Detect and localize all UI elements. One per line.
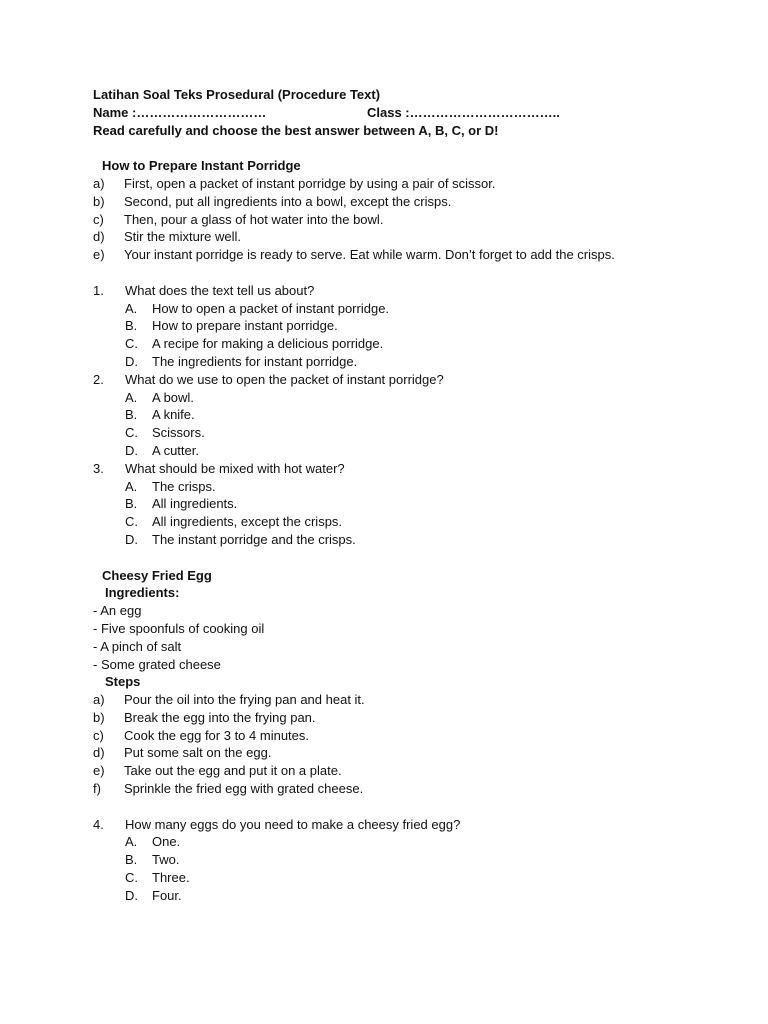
document-title: Latihan Soal Teks Prosedural (Procedure Text) xyxy=(93,87,381,102)
question-item xyxy=(93,460,733,478)
answer-option xyxy=(93,869,733,887)
ingredient-item: - Five spoonfuls of cooking oil xyxy=(93,620,265,636)
section-title-egg: Cheesy Fried Egg xyxy=(102,567,212,583)
step-marker: a) xyxy=(93,692,105,708)
question-number: 2. xyxy=(93,371,104,387)
answer-option xyxy=(93,513,733,531)
option-letter: D. xyxy=(125,353,138,369)
step-text: Second, put all ingredients into a bowl, except the crisps. xyxy=(124,193,452,209)
option-letter: B. xyxy=(125,852,138,868)
option-letter: A. xyxy=(125,300,138,316)
option-letter: D. xyxy=(125,442,138,458)
instruction: Read carefully and choose the best answer between A, B, C, or D! xyxy=(93,122,499,138)
option-text: The crisps. xyxy=(152,478,216,494)
step-text: Sprinkle the fried egg with grated cheese. xyxy=(124,781,364,797)
question-list-1 xyxy=(93,282,733,549)
step-item xyxy=(93,780,733,798)
step-text: Break the egg into the frying pan. xyxy=(124,709,316,725)
option-letter: D. xyxy=(125,887,138,903)
option-letter: A. xyxy=(125,478,138,494)
answer-option xyxy=(93,317,733,335)
answer-option xyxy=(93,424,733,442)
answer-option xyxy=(93,887,733,905)
question-list-2 xyxy=(93,816,733,905)
step-text: Put some salt on the egg. xyxy=(124,745,272,761)
porridge-steps xyxy=(93,175,733,264)
answer-option xyxy=(93,300,733,318)
option-letter: B. xyxy=(125,318,138,334)
name-field: Name :………………………… xyxy=(93,104,267,120)
step-item xyxy=(93,744,733,762)
steps-heading: Steps xyxy=(105,674,141,690)
step-marker: e) xyxy=(93,247,105,263)
answer-option xyxy=(93,851,733,869)
question-item xyxy=(93,371,733,389)
answer-option xyxy=(93,406,733,424)
option-text: How to prepare instant porridge. xyxy=(152,318,338,334)
answer-option xyxy=(93,335,733,353)
option-letter: C. xyxy=(125,514,138,530)
ingredient-item: - Some grated cheese xyxy=(93,656,221,672)
option-letter: B. xyxy=(125,407,138,423)
option-text: The instant porridge and the crisps. xyxy=(152,531,356,547)
class-field: Class :…………………………….. xyxy=(367,104,560,120)
question-text: What do we use to open the packet of instant porridge? xyxy=(125,371,444,387)
ingredient-item: - A pinch of salt xyxy=(93,638,182,654)
option-text: A cutter. xyxy=(152,442,199,458)
option-letter: C. xyxy=(125,425,138,441)
spacer xyxy=(93,798,733,816)
question-text: What does the text tell us about? xyxy=(125,282,315,298)
option-text: A knife. xyxy=(152,407,195,423)
step-marker: b) xyxy=(93,709,105,725)
option-letter: D. xyxy=(125,531,138,547)
option-letter: A. xyxy=(125,389,138,405)
step-marker: a) xyxy=(93,175,105,191)
option-text: How to open a packet of instant porridge. xyxy=(152,300,390,316)
step-item xyxy=(93,762,733,780)
option-text: One. xyxy=(152,834,181,850)
answer-option xyxy=(93,833,733,851)
option-text: Scissors. xyxy=(152,425,205,441)
ingredient-item: - An egg xyxy=(93,603,142,619)
step-item xyxy=(93,228,733,246)
step-marker: d) xyxy=(93,229,105,245)
answer-option xyxy=(93,495,733,513)
option-letter: A. xyxy=(125,834,138,850)
option-letter: C. xyxy=(125,336,138,352)
spacer xyxy=(93,139,733,157)
answer-option xyxy=(93,531,733,549)
section-title-porridge: How to Prepare Instant Porridge xyxy=(102,158,301,174)
spacer xyxy=(93,549,733,567)
step-text: Take out the egg and put it on a plate. xyxy=(124,763,342,779)
step-text: Then, pour a glass of hot water into the bowl. xyxy=(124,211,384,227)
question-number: 1. xyxy=(93,282,104,298)
step-text: Pour the oil into the frying pan and heat it. xyxy=(124,692,365,708)
step-item xyxy=(93,175,733,193)
ingredient-list xyxy=(93,602,733,673)
answer-option xyxy=(93,389,733,407)
option-letter: B. xyxy=(125,496,138,512)
step-text: Cook the egg for 3 to 4 minutes. xyxy=(124,727,309,743)
ingredients-heading: Ingredients: xyxy=(105,585,180,601)
answer-option xyxy=(93,353,733,371)
answer-option xyxy=(93,442,733,460)
answer-option xyxy=(93,478,733,496)
option-text: The ingredients for instant porridge. xyxy=(152,353,358,369)
step-item xyxy=(93,691,733,709)
option-text: Two. xyxy=(152,852,180,868)
step-item xyxy=(93,727,733,745)
step-text: First, open a packet of instant porridge by using a pair of scissor. xyxy=(124,175,496,191)
spacer xyxy=(93,264,733,282)
option-text: A recipe for making a delicious porridge. xyxy=(152,336,384,352)
step-item xyxy=(93,709,733,727)
step-marker: e) xyxy=(93,763,105,779)
question-text: What should be mixed with hot water? xyxy=(125,460,345,476)
option-text: All ingredients. xyxy=(152,496,238,512)
question-number: 4. xyxy=(93,816,104,832)
option-text: All ingredients, except the crisps. xyxy=(152,514,343,530)
step-item xyxy=(93,211,733,229)
step-marker: d) xyxy=(93,745,105,761)
step-item xyxy=(93,193,733,211)
name-class-row xyxy=(93,104,733,122)
step-text: Stir the mixture well. xyxy=(124,229,242,245)
question-item xyxy=(93,816,733,834)
step-item xyxy=(93,246,733,264)
option-text: Three. xyxy=(152,870,190,886)
step-marker: c) xyxy=(93,211,104,227)
question-text: How many eggs do you need to make a cheesy fried egg? xyxy=(125,816,461,832)
step-marker: f) xyxy=(93,781,101,797)
option-text: A bowl. xyxy=(152,389,194,405)
question-number: 3. xyxy=(93,460,104,476)
egg-steps xyxy=(93,691,733,798)
step-marker: b) xyxy=(93,193,105,209)
question-item xyxy=(93,282,733,300)
option-text: Four. xyxy=(152,887,182,903)
option-letter: C. xyxy=(125,870,138,886)
document-body xyxy=(93,86,733,905)
step-marker: c) xyxy=(93,727,104,743)
step-text: Your instant porridge is ready to serve. Eat while warm. Don’t forget to add the crisps. xyxy=(124,247,615,263)
